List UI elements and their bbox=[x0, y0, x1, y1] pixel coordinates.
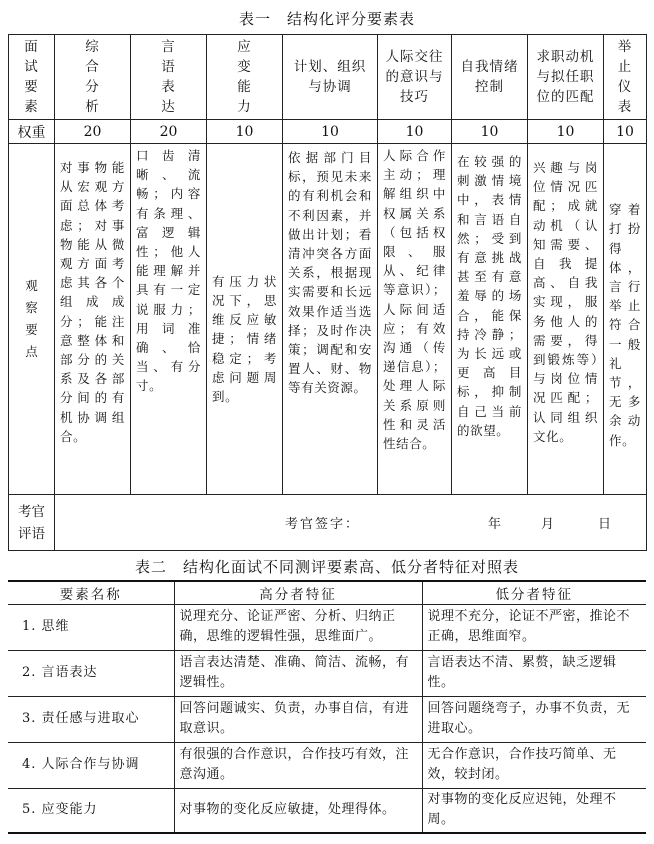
weight-label: 权重 bbox=[9, 120, 55, 144]
table1-weight-row bbox=[9, 120, 647, 144]
header-cell: 高分者特征 bbox=[174, 581, 422, 604]
weight-value: 20 bbox=[131, 120, 207, 144]
comparison-table bbox=[8, 580, 646, 834]
observe-cell: 人际合作主动；理解组织中权属关系（包括权限、服从、纪律等意识）；人际间适应；有效沟通（传递信息）；处理人际关系原则性和灵活性结合。 bbox=[378, 144, 452, 495]
table2-title: 表二 结构化面试不同测评要素高、低分者特征对照表 bbox=[134, 558, 519, 576]
element-name: 2. 言语表达 bbox=[8, 650, 174, 696]
observe-cell: 有压力状况下，思维反应敏捷；情绪稳定；考虑问题周到。 bbox=[207, 144, 283, 495]
table1-header-row bbox=[9, 35, 647, 120]
header-cell: 言语表达 bbox=[131, 35, 207, 120]
low-score-trait: 言语表达不清、累赘，缺乏逻辑性。 bbox=[422, 650, 646, 696]
element-name: 5. 应变能力 bbox=[8, 788, 174, 833]
header-cell: 举止仪表 bbox=[604, 35, 647, 120]
high-score-trait: 回答问题诚实、负责，办事自信，有进取意识。 bbox=[174, 696, 422, 742]
observe-cell: 在较强的刺激情境中，表情和言语自然；受到有意挑战甚至有意羞辱的场合，能保持冷静；为长远或更高目标，抑制自己当前的欲望。 bbox=[452, 144, 528, 495]
observe-label: 观察要点 bbox=[9, 144, 55, 495]
day-label: 日 bbox=[598, 517, 614, 532]
element-name: 1. 思维 bbox=[8, 604, 174, 650]
eval-label: 考官评语 bbox=[9, 495, 55, 551]
table1-eval-row bbox=[9, 495, 647, 551]
table-row bbox=[8, 788, 646, 833]
weight-value: 10 bbox=[378, 120, 452, 144]
high-score-trait: 说理充分、论证严密、分析、归纳正确，思维的逻辑性强，思维面广。 bbox=[174, 604, 422, 650]
table-row bbox=[8, 650, 646, 696]
header-cell: 计划、组织与协调 bbox=[283, 35, 378, 120]
table-row bbox=[8, 604, 646, 650]
header-cell: 低分者特征 bbox=[422, 581, 646, 604]
weight-value: 10 bbox=[452, 120, 528, 144]
element-name: 4. 人际合作与协调 bbox=[8, 742, 174, 788]
observe-cell: 穿着打扮得体，言行举止符合一般礼节，无多余动作。 bbox=[604, 144, 647, 495]
eval-sign-cell bbox=[55, 495, 647, 551]
header-cell: 应变能力 bbox=[207, 35, 283, 120]
header-cell: 面试要素 bbox=[9, 35, 55, 120]
weight-value: 10 bbox=[604, 120, 647, 144]
weight-value: 10 bbox=[528, 120, 604, 144]
observe-cell: 对事物能从宏观方面总体考虑；对事物能从微观方面考虑其各个组成成分；能注意整体和部分的关系及各部分间的有机协调组合。 bbox=[55, 144, 131, 495]
header-cell: 要素名称 bbox=[8, 581, 174, 604]
observe-cell: 兴趣与岗位情况匹配；成就动机（认知需要、自我提高、自我实现，服务他人的需要，得到锻炼等）与岗位情况匹配；认同组织文化。 bbox=[528, 144, 604, 495]
observe-cell: 依据部门目标，预见未来的有利机会和不利因素，并做出计划；看清冲突各方面关系，根据现实需要和长远效果作适当选择；及时作决策；调配和安置人、财、物等有关资源。 bbox=[283, 144, 378, 495]
sign-label: 考官签字： bbox=[285, 517, 361, 532]
header-cell: 自我情绪控制 bbox=[452, 35, 528, 120]
weight-value: 10 bbox=[283, 120, 378, 144]
high-score-trait: 对事物的变化反应敏捷，处理得体。 bbox=[174, 788, 422, 833]
low-score-trait: 回答问题绕弯子，办事不负责，无进取心。 bbox=[422, 696, 646, 742]
header-cell: 综合分析 bbox=[55, 35, 131, 120]
low-score-trait: 无合作意识，合作技巧简单、无效，较封闭。 bbox=[422, 742, 646, 788]
table2-header-row bbox=[8, 581, 646, 604]
header-cell: 人际交往的意识与技巧 bbox=[378, 35, 452, 120]
month-label: 月 bbox=[541, 517, 557, 532]
low-score-trait: 对事物的变化反应迟钝，处理不周。 bbox=[422, 788, 646, 833]
scoring-elements-table bbox=[8, 34, 647, 551]
high-score-trait: 语言表达清楚、准确、简洁、流畅，有逻辑性。 bbox=[174, 650, 422, 696]
weight-value: 20 bbox=[55, 120, 131, 144]
high-score-trait: 有很强的合作意识，合作技巧有效，注意沟通。 bbox=[174, 742, 422, 788]
table1-observe-row bbox=[9, 144, 647, 495]
observe-cell: 口齿清晰、流畅；内容有条理、富逻辑性；他人能理解并具有一定说服力；用词准确、恰当、有分寸。 bbox=[131, 144, 207, 495]
element-name: 3. 责任感与进取心 bbox=[8, 696, 174, 742]
table1-title: 表一 结构化评分要素表 bbox=[238, 10, 415, 28]
weight-value: 10 bbox=[207, 120, 283, 144]
low-score-trait: 说理不充分，论证不严密，推论不正确，思维面窄。 bbox=[422, 604, 646, 650]
table-row bbox=[8, 742, 646, 788]
year-label: 年 bbox=[488, 517, 504, 532]
header-cell: 求职动机与拟任职位的匹配 bbox=[528, 35, 604, 120]
table-row bbox=[8, 696, 646, 742]
